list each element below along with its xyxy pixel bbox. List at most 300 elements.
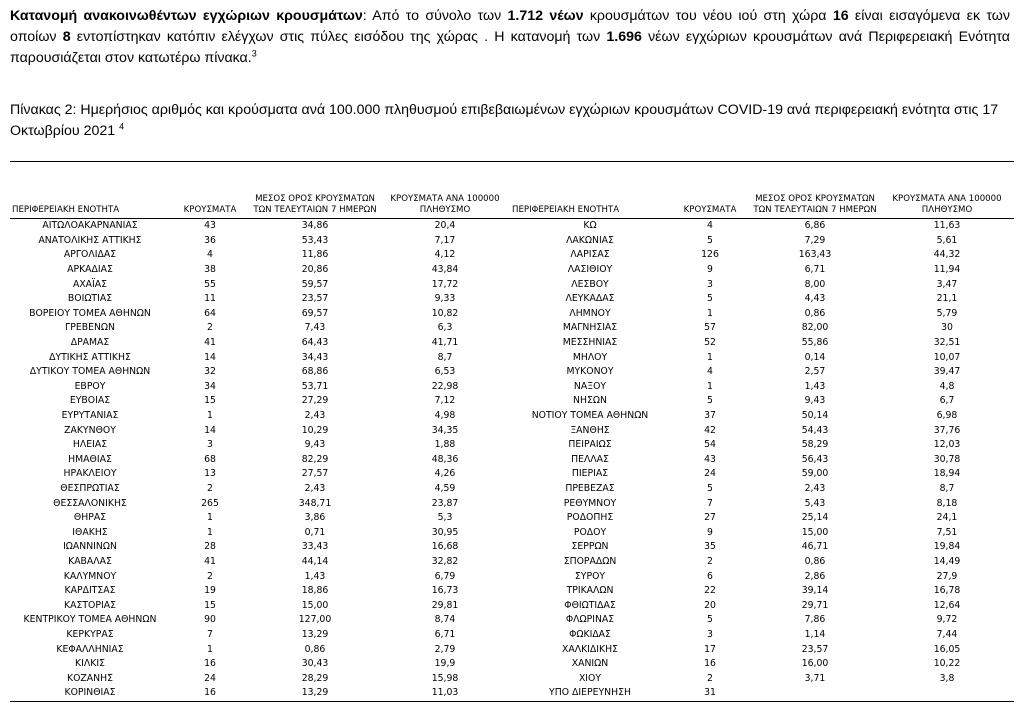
- left-avg7-cell: 348,71: [298, 497, 332, 509]
- left-region-cell: ΑΝΑΤΟΛΙΚΗΣ ΑΤΤΙΚΗΣ: [38, 234, 142, 246]
- left-avg7-cell: 34,43: [301, 351, 329, 363]
- caption-footnote-mark: 4: [119, 121, 125, 132]
- left-avg7-cell: 82,29: [301, 453, 329, 465]
- right-cases-cell: 7: [707, 497, 713, 509]
- left-region-cell: ΑΙΤΩΛΟΑΚΑΡΝΑΝΙΑΣ: [42, 220, 138, 232]
- right-avg7-cell: 55,86: [801, 337, 829, 349]
- left-cases-cell: 265: [201, 497, 219, 509]
- right-region-cell: ΧΑΛΚΙΔΙΚΗΣ: [562, 643, 618, 655]
- intro-border-count: 8: [62, 29, 71, 45]
- left-region-cell: ΚΕΝΤΡΙΚΟΥ ΤΟΜΕΑ ΑΘΗΝΩΝ: [23, 614, 157, 626]
- left-cases-cell: 38: [204, 264, 216, 276]
- left-per100k-cell: 6,53: [434, 366, 456, 378]
- table-caption-text: Πίνακας 2: Ημερήσιος αριθμός και κρούσματα ανά 100.000 πληθυσμού επιβεβαιωμένων εγχώριων κρουσμάτων COVID-19 ανά περιφερειακή ενότητα στις 17 Οκτωβρίου 2021: [10, 102, 999, 139]
- intro-new-cases: 1.712 νέων: [507, 8, 584, 24]
- left-cases-cell: 16: [204, 658, 216, 670]
- left-per100k-cell: 4,26: [434, 468, 456, 480]
- left-avg7-cell: 0,86: [304, 643, 326, 655]
- right-region-cell: ΛΕΥΚΑΔΑΣ: [565, 293, 615, 305]
- right-avg7-cell: 1,14: [804, 628, 826, 640]
- left-region-cell: ΕΥΡΥΤΑΝΙΑΣ: [61, 410, 119, 422]
- intro-text-5: νέων εγχώριων κρουσμάτων ανά Περιφερειακή Ενότητα παρουσιάζεται στον κατωτέρω πίνακα.: [10, 29, 1010, 66]
- table-row: [10, 234, 1014, 249]
- right-cases-cell: 1: [707, 380, 713, 392]
- left-cases-cell: 2: [207, 570, 213, 582]
- left-avg7-cell: 11,86: [301, 249, 329, 261]
- intro-footnote-mark: 3: [251, 48, 257, 59]
- table-row: [10, 511, 1014, 526]
- left-per100k-cell: 6,79: [434, 570, 456, 582]
- left-avg7-cell: 68,86: [301, 366, 329, 378]
- right-per100k-cell: 6,7: [939, 395, 955, 407]
- left-avg7-cell: 23,57: [301, 293, 329, 305]
- table-row: [10, 423, 1014, 438]
- left-per100k-cell: 41,71: [431, 337, 459, 349]
- right-region-cell: ΡΕΘΥΜΝΟΥ: [563, 497, 617, 509]
- left-region-cell: ΑΧΑΪΑΣ: [72, 278, 108, 290]
- right-avg7-cell: 56,43: [801, 453, 829, 465]
- right-region-cell: ΝΗΣΩΝ: [573, 395, 607, 407]
- table-row: [10, 496, 1014, 511]
- right-cases-cell: 5: [707, 614, 713, 626]
- left-per100k-cell: 22,98: [431, 380, 459, 392]
- right-region-cell: ΝΟΤΙΟΥ ΤΟΜΕΑ ΑΘΗΝΩΝ: [531, 410, 649, 422]
- left-per100k-cell: 32,82: [431, 555, 459, 567]
- left-cases-cell: 28: [204, 541, 216, 553]
- left-avg7-cell: 10,29: [301, 424, 329, 436]
- right-region-cell: ΛΑΚΩΝΙΑΣ: [566, 234, 614, 246]
- intro-label: Κατανομή ανακοινωθέντων εγχώριων κρουσμάτων: [10, 8, 363, 24]
- left-per100k-cell: 4,98: [434, 410, 456, 422]
- right-cases-cell: 9: [707, 526, 713, 538]
- table-row: [10, 219, 1014, 234]
- left-cases-cell: 13: [204, 468, 216, 480]
- left-per100k-cell: 7,12: [434, 395, 456, 407]
- right-per100k-cell: 5,61: [936, 234, 958, 246]
- right-cases-cell: 9: [707, 264, 713, 276]
- header-avg7-left: ΜΕΣΟΣ ΟΡΟΣ ΚΡΟΥΣΜΑΤΩΝ ΤΩΝ ΤΕΛΕΥΤΑΙΩΝ 7 ΗΜΕΡΩΝ: [250, 173, 380, 219]
- left-avg7-cell: 13,29: [250, 686, 380, 701]
- left-per100k-cell: 15,98: [431, 672, 459, 684]
- left-region-cell: ΚΙΛΚΙΣ: [75, 658, 105, 670]
- left-cases-cell: 1: [207, 410, 213, 422]
- right-per100k-cell: 37,76: [933, 424, 961, 436]
- right-avg7-cell: 8,00: [804, 278, 826, 290]
- left-avg7-cell: 27,57: [301, 468, 329, 480]
- left-cases-cell: 11: [204, 293, 216, 305]
- right-per100k-cell: 7,51: [936, 526, 958, 538]
- left-region-cell: ΚΕΡΚΥΡΑΣ: [66, 628, 114, 640]
- right-per100k-cell: 4,8: [939, 380, 955, 392]
- right-per100k-cell: 10,07: [933, 351, 961, 363]
- left-per100k-cell: 9,33: [434, 293, 456, 305]
- right-region-cell: ΦΘΙΩΤΙΔΑΣ: [564, 599, 616, 611]
- left-avg7-cell: 127,00: [298, 614, 332, 626]
- left-region-cell: ΚΟΡΙΝΘΙΑΣ: [10, 686, 170, 701]
- left-per100k-cell: 4,12: [434, 249, 456, 261]
- left-avg7-cell: 18,86: [301, 585, 329, 597]
- table-row: [10, 613, 1014, 628]
- right-avg7-cell: 2,57: [804, 366, 826, 378]
- intro-paragraph: [10, 6, 1010, 69]
- left-cases-cell: 34: [204, 380, 216, 392]
- right-region-cell: ΞΑΝΘΗΣ: [570, 424, 610, 436]
- right-region-cell: ΡΟΔΟΠΗΣ: [566, 512, 614, 524]
- left-cases-cell: 3: [207, 439, 213, 451]
- right-per100k-cell: 3,8: [939, 672, 955, 684]
- right-per100k-cell: 24,1: [936, 512, 958, 524]
- right-region-cell: ΛΑΡΙΣΑΣ: [570, 249, 610, 261]
- right-per100k-cell: 16,05: [933, 643, 961, 655]
- right-per100k-cell: 16,78: [933, 585, 961, 597]
- right-region-cell: ΛΑΣΙΘΙΟΥ: [567, 264, 613, 276]
- left-avg7-cell: 33,43: [301, 541, 329, 553]
- table-row: [10, 394, 1014, 409]
- right-cases-cell: 2: [707, 672, 713, 684]
- table-row: [10, 248, 1014, 263]
- table-caption: [10, 100, 1010, 142]
- left-region-cell: ΒΟΡΕΙΟΥ ΤΟΜΕΑ ΑΘΗΝΩΝ: [29, 307, 151, 319]
- left-per100k-cell: 20,4: [434, 220, 456, 232]
- right-avg7-cell: 6,71: [804, 264, 826, 276]
- right-cases-cell: 42: [704, 424, 716, 436]
- right-per100k-cell: 6,98: [936, 410, 958, 422]
- left-cases-cell: 1: [207, 526, 213, 538]
- left-avg7-cell: 59,57: [301, 278, 329, 290]
- left-region-cell: ΘΗΡΑΣ: [73, 512, 107, 524]
- table-row: [10, 277, 1014, 292]
- right-cases-cell: 20: [704, 599, 716, 611]
- table-row: [10, 642, 1014, 657]
- table-row: [10, 569, 1014, 584]
- right-region-cell: ΛΕΣΒΟΥ: [571, 278, 609, 290]
- left-avg7-cell: 9,43: [304, 439, 326, 451]
- header-avg7-right: ΜΕΣΟΣ ΟΡΟΣ ΚΡΟΥΣΜΑΤΩΝ ΤΩΝ ΤΕΛΕΥΤΑΙΩΝ 7 ΗΜΕΡΩΝ: [750, 173, 880, 219]
- right-per100k-cell: 10,22: [933, 658, 961, 670]
- left-cases-cell: 14: [204, 424, 216, 436]
- left-cases-cell: 4: [207, 249, 213, 261]
- right-avg7-cell: 3,71: [804, 672, 826, 684]
- left-avg7-cell: 1,43: [304, 570, 326, 582]
- right-cases-cell: 22: [704, 585, 716, 597]
- right-region-cell: ΜΥΚΟΝΟΥ: [566, 366, 614, 378]
- left-per100k-cell: 8,74: [434, 614, 456, 626]
- left-region-cell: ΙΘΑΚΗΣ: [72, 526, 108, 538]
- left-avg7-cell: 69,57: [301, 307, 329, 319]
- right-per100k-cell: 12,03: [933, 439, 961, 451]
- table-row: [10, 467, 1014, 482]
- left-avg7-cell: 3,86: [304, 512, 326, 524]
- right-cases-cell: 37: [704, 410, 716, 422]
- right-avg7-cell: 23,57: [801, 643, 829, 655]
- left-cases-cell: 24: [204, 672, 216, 684]
- right-avg7-cell: 0,86: [804, 555, 826, 567]
- left-avg7-cell: 2,43: [304, 410, 326, 422]
- table-top-rule: [10, 161, 1014, 162]
- left-region-cell: ΘΕΣΠΡΩΤΙΑΣ: [60, 482, 120, 494]
- right-region-cell: ΠΙΕΡΙΑΣ: [571, 468, 609, 480]
- intro-imported-count: 16: [832, 8, 849, 24]
- left-cases-cell: 2: [207, 322, 213, 334]
- left-per100k-cell: 8,7: [437, 351, 453, 363]
- right-avg7-cell: 82,00: [801, 322, 829, 334]
- table-row: [10, 350, 1014, 365]
- left-region-cell: ΑΡΚΑΔΙΑΣ: [67, 264, 113, 276]
- left-cases-cell: 7: [207, 628, 213, 640]
- left-avg7-cell: 15,00: [301, 599, 329, 611]
- left-region-cell: ΓΡΕΒΕΝΩΝ: [65, 322, 115, 334]
- right-per100k-cell: 5,79: [936, 307, 958, 319]
- right-region-cell: ΦΛΩΡΙΝΑΣ: [565, 614, 615, 626]
- right-cases-cell: 31: [670, 686, 750, 701]
- intro-domestic-count: 1.696: [606, 29, 642, 45]
- left-cases-cell: 1: [207, 512, 213, 524]
- table-row: [10, 336, 1014, 351]
- left-region-cell: ΚΑΛΥΜΝΟΥ: [63, 570, 117, 582]
- right-avg7-cell: 50,14: [801, 410, 829, 422]
- left-region-cell: ΗΛΕΙΑΣ: [72, 439, 108, 451]
- right-avg7-cell: 46,71: [801, 541, 829, 553]
- left-region-cell: ΔΥΤΙΚΟΥ ΤΟΜΕΑ ΑΘΗΝΩΝ: [29, 366, 151, 378]
- left-per100k-cell: 16,68: [431, 541, 459, 553]
- left-per100k-cell: 6,71: [434, 628, 456, 640]
- right-cases-cell: 4: [707, 220, 713, 232]
- right-region-cell: ΣΠΟΡΑΔΩΝ: [563, 555, 617, 567]
- right-cases-cell: 5: [707, 482, 713, 494]
- right-per100k-cell: 18,94: [933, 468, 961, 480]
- left-per100k-cell: 11,03: [380, 686, 510, 701]
- left-region-cell: ΕΥΒΟΙΑΣ: [69, 395, 111, 407]
- left-per100k-cell: 6,3: [437, 322, 453, 334]
- right-cases-cell: 24: [704, 468, 716, 480]
- right-per100k-cell: 7,44: [936, 628, 958, 640]
- right-per100k-cell: 44,32: [933, 249, 961, 261]
- right-cases-cell: 57: [704, 322, 716, 334]
- left-per100k-cell: 48,36: [431, 453, 459, 465]
- right-cases-cell: 5: [707, 234, 713, 246]
- left-cases-cell: 41: [204, 555, 216, 567]
- left-per100k-cell: 1,88: [434, 439, 456, 451]
- left-per100k-cell: 4,59: [434, 482, 456, 494]
- table-row: [10, 482, 1014, 497]
- left-cases-cell: 16: [170, 686, 250, 701]
- left-cases-cell: 32: [204, 366, 216, 378]
- left-per100k-cell: 19,9: [434, 658, 456, 670]
- left-per100k-cell: 10,82: [431, 307, 459, 319]
- right-region-cell: ΠΕΛΛΑΣ: [571, 453, 609, 465]
- intro-text-4: εντοπίστηκαν κατόπιν ελέγχων στις πύλες εισόδου της χώρας . Η κατανομή των: [70, 29, 607, 45]
- left-region-cell: ΚΑΒΑΛΑΣ: [68, 555, 112, 567]
- right-cases-cell: 2: [707, 555, 713, 567]
- right-cases-cell: 5: [707, 395, 713, 407]
- right-avg7-cell: 7,29: [804, 234, 826, 246]
- left-avg7-cell: 13,29: [301, 628, 329, 640]
- left-region-cell: ΗΡΑΚΛΕΙΟΥ: [63, 468, 117, 480]
- left-avg7-cell: 53,71: [301, 380, 329, 392]
- left-region-cell: ΘΕΣΣΑΛΟΝΙΚΗΣ: [53, 497, 127, 509]
- table-row: [10, 263, 1014, 278]
- left-region-cell: ΙΩΑΝΝΙΝΩΝ: [63, 541, 117, 553]
- table-row: [10, 321, 1014, 336]
- table-row: [10, 657, 1014, 672]
- right-avg7-cell: 9,43: [804, 395, 826, 407]
- left-cases-cell: 14: [204, 351, 216, 363]
- intro-text-1: : Από το σύνολο των: [362, 8, 508, 24]
- right-region-cell: ΠΕΙΡΑΙΩΣ: [568, 439, 612, 451]
- right-avg7-cell: 2,86: [804, 570, 826, 582]
- right-avg7-cell: 163,43: [798, 249, 832, 261]
- left-region-cell: ΒΟΙΩΤΙΑΣ: [67, 293, 113, 305]
- right-region-cell: ΤΡΙΚΑΛΩΝ: [566, 585, 614, 597]
- left-per100k-cell: 43,84: [431, 264, 459, 276]
- table-row: [10, 380, 1014, 395]
- left-region-cell: ΑΡΓΟΛΙΔΑΣ: [63, 249, 117, 261]
- left-cases-cell: 15: [204, 395, 216, 407]
- table-row: [10, 409, 1014, 424]
- header-per100k-right: ΚΡΟΥΣΜΑΤΑ ΑΝΑ 100000 ΠΛΗΘΥΣΜΟ: [880, 173, 1014, 219]
- left-cases-cell: 1: [207, 643, 213, 655]
- left-cases-cell: 43: [204, 220, 216, 232]
- right-region-cell: ΧΑΝΙΩΝ: [571, 658, 609, 670]
- table-row: [10, 525, 1014, 540]
- right-region-cell: ΧΙΟΥ: [578, 672, 602, 684]
- table-row: [10, 598, 1014, 613]
- left-cases-cell: 36: [204, 234, 216, 246]
- right-cases-cell: 52: [704, 337, 716, 349]
- left-per100k-cell: 16,73: [431, 585, 459, 597]
- right-avg7-cell: 25,14: [801, 512, 829, 524]
- right-avg7-cell: 6,86: [804, 220, 826, 232]
- right-region-cell: ΛΗΜΝΟΥ: [569, 307, 611, 319]
- right-cases-cell: 17: [704, 643, 716, 655]
- table-row: [10, 307, 1014, 322]
- right-per100k-cell: 27,9: [936, 570, 958, 582]
- left-per100k-cell: 17,72: [431, 278, 459, 290]
- right-per100k-cell: 19,84: [933, 541, 961, 553]
- left-per100k-cell: 30,95: [431, 526, 459, 538]
- left-avg7-cell: 28,29: [301, 672, 329, 684]
- right-region-cell: ΜΕΣΣΗΝΙΑΣ: [562, 337, 618, 349]
- left-avg7-cell: 27,29: [301, 395, 329, 407]
- right-per100k-cell: 14,49: [933, 555, 961, 567]
- table-row: [10, 555, 1014, 570]
- right-avg7-cell: 54,43: [801, 424, 829, 436]
- left-cases-cell: 68: [204, 453, 216, 465]
- right-region-cell: ΥΠΟ ΔΙΕΡΕΥΝΗΣΗ: [510, 686, 670, 701]
- right-per100k-cell: 8,7: [939, 482, 955, 494]
- right-per100k-cell: 11,94: [933, 264, 961, 276]
- right-region-cell: ΝΑΞΟΥ: [573, 380, 607, 392]
- left-per100k-cell: 23,87: [431, 497, 459, 509]
- left-cases-cell: 90: [204, 614, 216, 626]
- right-cases-cell: 4: [707, 366, 713, 378]
- table-row: [10, 365, 1014, 380]
- left-avg7-cell: 53,43: [301, 234, 329, 246]
- left-region-cell: ΖΑΚΥΝΘΟΥ: [64, 424, 116, 436]
- right-per100k-cell: 12,64: [933, 599, 961, 611]
- right-cases-cell: 54: [704, 439, 716, 451]
- left-per100k-cell: 29,81: [431, 599, 459, 611]
- right-avg7-cell: 0,86: [804, 307, 826, 319]
- cases-table: [10, 173, 1014, 702]
- table-row: [10, 292, 1014, 307]
- left-per100k-cell: 34,35: [431, 424, 459, 436]
- table-row: [10, 584, 1014, 599]
- right-per100k-cell: 30: [941, 322, 953, 334]
- left-avg7-cell: 30,43: [301, 658, 329, 670]
- left-avg7-cell: 20,86: [301, 264, 329, 276]
- right-cases-cell: 5: [707, 293, 713, 305]
- right-per100k-cell: 8,18: [936, 497, 958, 509]
- left-cases-cell: 19: [204, 585, 216, 597]
- right-per100k-cell: 3,47: [936, 278, 958, 290]
- table-body: [10, 219, 1014, 702]
- right-cases-cell: 1: [707, 307, 713, 319]
- right-avg7-cell: 16,00: [801, 658, 829, 670]
- intro-text-3: είναι εισαγόμενα εκ των οποίων: [10, 8, 1010, 45]
- left-region-cell: ΔΥΤΙΚΗΣ ΑΤΤΙΚΗΣ: [49, 351, 131, 363]
- left-cases-cell: 55: [204, 278, 216, 290]
- table-row: [10, 628, 1014, 643]
- right-avg7-cell: 2,43: [804, 482, 826, 494]
- right-cases-cell: 35: [704, 541, 716, 553]
- left-cases-cell: 2: [207, 482, 213, 494]
- right-cases-cell: 126: [701, 249, 719, 261]
- left-region-cell: ΚΕΦΑΛΛΗΝΙΑΣ: [56, 643, 124, 655]
- table-row: [10, 438, 1014, 453]
- left-avg7-cell: 64,43: [301, 337, 329, 349]
- right-region-cell: ΦΩΚΙΔΑΣ: [569, 628, 611, 640]
- right-avg7-cell: 0,14: [804, 351, 826, 363]
- right-avg7-cell: 4,43: [804, 293, 826, 305]
- right-region-cell: ΜΗΛΟΥ: [572, 351, 608, 363]
- right-cases-cell: 3: [707, 278, 713, 290]
- right-avg7-cell: 29,71: [801, 599, 829, 611]
- right-avg7-cell: 5,43: [804, 497, 826, 509]
- right-per100k-cell: 11,63: [933, 220, 961, 232]
- right-cases-cell: 1: [707, 351, 713, 363]
- table-row: [10, 671, 1014, 686]
- left-per100k-cell: 7,17: [434, 234, 456, 246]
- right-avg7-cell: 59,00: [801, 468, 829, 480]
- left-cases-cell: 15: [204, 599, 216, 611]
- right-cases-cell: 27: [704, 512, 716, 524]
- table-row: [10, 453, 1014, 468]
- left-avg7-cell: 2,43: [304, 482, 326, 494]
- left-region-cell: ΕΒΡΟΥ: [74, 380, 106, 392]
- right-per100k-cell: 9,72: [936, 614, 958, 626]
- left-per100k-cell: 2,79: [434, 643, 456, 655]
- right-avg7-cell: 7,86: [804, 614, 826, 626]
- header-per100k-left: ΚΡΟΥΣΜΑΤΑ ΑΝΑ 100000 ΠΛΗΘΥΣΜΟ: [380, 173, 510, 219]
- left-cases-cell: 41: [204, 337, 216, 349]
- right-per100k-cell: 39,47: [933, 366, 961, 378]
- left-avg7-cell: 7,43: [304, 322, 326, 334]
- right-avg7-cell: 15,00: [801, 526, 829, 538]
- right-region-cell: ΣΥΡΟΥ: [574, 570, 606, 582]
- left-avg7-cell: 34,86: [301, 220, 329, 232]
- right-avg7-cell: [750, 686, 880, 701]
- right-cases-cell: 43: [704, 453, 716, 465]
- right-region-cell: ΣΕΡΡΩΝ: [571, 541, 609, 553]
- left-avg7-cell: 0,71: [304, 526, 326, 538]
- right-avg7-cell: 39,14: [801, 585, 829, 597]
- right-cases-cell: 16: [704, 658, 716, 670]
- right-per100k-cell: 21,1: [936, 293, 958, 305]
- left-region-cell: ΚΑΡΔΙΤΣΑΣ: [64, 585, 116, 597]
- left-region-cell: ΚΟΖΑΝΗΣ: [67, 672, 113, 684]
- header-region-right: ΠΕΡΙΦΕΡΕΙΑΚΗ ΕΝΟΤΗΤΑ: [510, 173, 670, 219]
